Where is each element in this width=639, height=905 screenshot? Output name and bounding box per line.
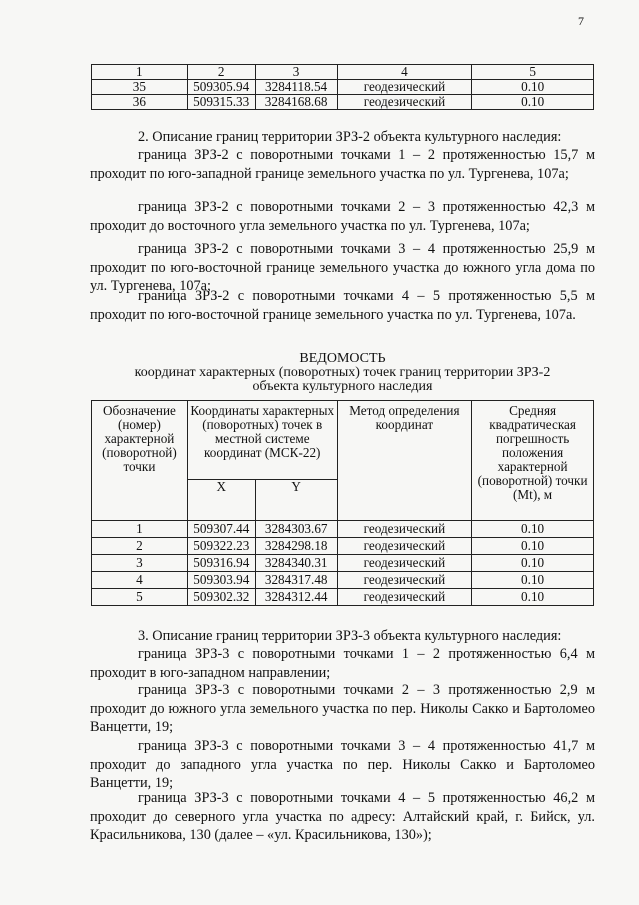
error-value: 0.10 xyxy=(472,95,594,110)
method: геодезический xyxy=(337,538,472,555)
error-value: 0.10 xyxy=(472,572,594,589)
coordinate-y: 3284317.48 xyxy=(255,572,337,589)
vedomost-subtitle: координат характерных (поворотных) точек границ территории ЗРЗ-2 xyxy=(134,365,551,380)
method: геодезический xyxy=(337,521,472,538)
vedomost-subtitle: объекта культурного наследия xyxy=(252,379,433,394)
coordinate-y: 3284298.18 xyxy=(255,538,337,555)
section3-paragraph: граница ЗРЗ-3 с поворотными точками 3 – 4 протяженностью 41,7 м проходит до западного угла участка по пер. Николы Сакко и Бартоломео Ванцетти, 19; xyxy=(90,738,595,792)
error-value: 0.10 xyxy=(472,521,594,538)
point-number: 1 xyxy=(92,521,188,538)
coordinate-y: 3284340.31 xyxy=(255,555,337,572)
coordinates-table xyxy=(91,400,594,606)
coordinates-table-continuation xyxy=(91,64,594,110)
error-value: 0.10 xyxy=(472,80,594,95)
section3-paragraph: граница ЗРЗ-3 с поворотными точками 2 – 3 протяженностью 2,9 м проходит до южного угла земельного участка по пер. Николы Сакко и Бартоломео Ванцетти, 19; xyxy=(90,682,595,736)
table-row xyxy=(92,521,594,538)
table-row xyxy=(92,538,594,555)
coordinate-x: 509307.44 xyxy=(187,521,255,538)
table-header-row xyxy=(92,65,594,80)
method: геодезический xyxy=(337,555,472,572)
header-designation: Обозначение (номер) характерной (поворотной) точки xyxy=(92,401,188,521)
point-number: 36 xyxy=(92,95,188,110)
method: геодезический xyxy=(337,572,472,589)
coordinate-y: 3284168.68 xyxy=(255,95,337,110)
header-y: Y xyxy=(255,480,337,521)
coordinate-x: 509303.94 xyxy=(187,572,255,589)
coordinate-y: 3284303.67 xyxy=(255,521,337,538)
header-method: Метод определения координат xyxy=(337,401,472,521)
vedomost-title: ВЕДОМОСТЬ xyxy=(299,351,386,366)
section2-paragraph: граница ЗРЗ-2 с поворотными точками 4 – 5 протяженностью 5,5 м проходит по юго-восточной границе земельного участка по ул. Тургенева, 107а. xyxy=(90,288,595,323)
page-number: 7 xyxy=(578,14,584,28)
point-number: 2 xyxy=(92,538,188,555)
section3-heading: 3. Описание границ территории ЗРЗ-3 объекта культурного наследия: xyxy=(138,628,562,644)
table-row xyxy=(92,589,594,606)
section2-heading: 2. Описание границ территории ЗРЗ-2 объекта культурного наследия: xyxy=(138,129,562,145)
error-value: 0.10 xyxy=(472,589,594,606)
column-number: 3 xyxy=(255,65,337,80)
header-x: X xyxy=(187,480,255,521)
method: геодезический xyxy=(337,589,472,606)
column-number: 4 xyxy=(337,65,472,80)
section2-paragraph: граница ЗРЗ-2 с поворотными точками 3 – 4 протяженностью 25,9 м проходит по юго-восточной границе земельного участка до южного угла дома по ул. Тургенева, 107а; xyxy=(90,241,595,295)
column-number: 2 xyxy=(187,65,255,80)
coordinate-x: 509302.32 xyxy=(187,589,255,606)
column-number: 5 xyxy=(472,65,594,80)
point-number: 4 xyxy=(92,572,188,589)
section3-paragraph: граница ЗРЗ-3 с поворотными точками 4 – 5 протяженностью 46,2 м проходит до северного угла участка по адресу: Алтайский край, г. Бийск, ул. Красильникова, 130 (далее – «ул. Красильникова, 130»); xyxy=(90,790,595,844)
error-value: 0.10 xyxy=(472,555,594,572)
table-row xyxy=(92,80,594,95)
table-row xyxy=(92,572,594,589)
method: геодезический xyxy=(337,80,472,95)
point-number: 35 xyxy=(92,80,188,95)
point-number: 3 xyxy=(92,555,188,572)
point-number: 5 xyxy=(92,589,188,606)
error-value: 0.10 xyxy=(472,538,594,555)
coordinate-x: 509322.23 xyxy=(187,538,255,555)
header-coordinates: Координаты характерных (поворотных) точек в местной системе координат (МСК-22) xyxy=(187,401,337,480)
table-row xyxy=(92,95,594,110)
coordinate-x: 509316.94 xyxy=(187,555,255,572)
table-header-row xyxy=(92,401,594,480)
method: геодезический xyxy=(337,95,472,110)
table-row xyxy=(92,555,594,572)
section2-paragraph: граница ЗРЗ-2 с поворотными точками 2 – 3 протяженностью 42,3 м проходит до восточного угла земельного участка по ул. Тургенева, 107а; xyxy=(90,199,595,234)
section2-paragraph: граница ЗРЗ-2 с поворотными точками 1 – 2 протяженностью 15,7 м проходит по юго-западной границе земельного участка по ул. Тургенева, 107а; xyxy=(90,147,595,182)
section3-paragraph: граница ЗРЗ-3 с поворотными точками 1 – 2 протяженностью 6,4 м проходит в юго-западном направлении; xyxy=(90,646,595,681)
header-error: Средняя квадратическая погрешность положения характерной (поворотной) точки (Mt), м xyxy=(472,401,594,521)
coordinate-x: 509305.94 xyxy=(187,80,255,95)
coordinate-x: 509315.33 xyxy=(187,95,255,110)
coordinate-y: 3284312.44 xyxy=(255,589,337,606)
coordinate-y: 3284118.54 xyxy=(255,80,337,95)
column-number: 1 xyxy=(92,65,188,80)
